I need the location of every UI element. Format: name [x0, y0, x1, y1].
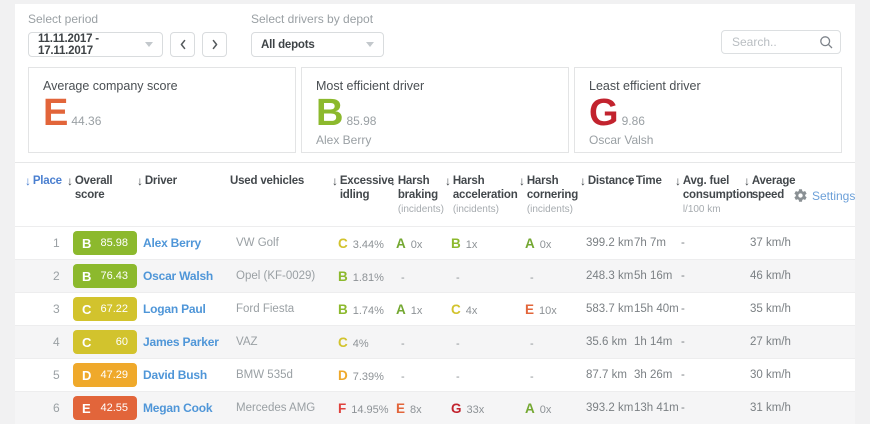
excessive-idling-cell [332, 269, 390, 284]
time-value: 3h 26m [634, 369, 673, 381]
overall-score-cell [67, 264, 137, 288]
least-efficient-driver-card [574, 67, 842, 153]
grade-value: - [401, 370, 405, 383]
driver-link[interactable]: Alex Berry [143, 236, 202, 250]
chevron-left-icon [179, 39, 187, 50]
grade-letter: D [338, 367, 348, 383]
speed-value: 35 km/h [750, 303, 791, 315]
period-value: 11.11.2017 - 17.11.2017 [38, 32, 99, 57]
grade-letter: C [338, 334, 348, 350]
table-row[interactable] [15, 292, 855, 325]
score-grade: B [82, 268, 92, 284]
card-driver-name [43, 133, 281, 147]
col-header-label: Harsh cornering [526, 175, 579, 201]
col-header-sublabel: (incidents) [526, 204, 573, 215]
grade-value: 0x [410, 238, 423, 251]
top-toolbar [15, 4, 855, 63]
score-grade: C [82, 334, 92, 350]
place-value: 2 [53, 269, 60, 283]
search-box [721, 30, 841, 54]
fuel-value: - [681, 336, 685, 348]
driver-link[interactable]: Logan Paul [143, 302, 206, 316]
gear-icon [793, 188, 808, 203]
period-label: Select period [28, 12, 99, 26]
grade-letter: A [525, 400, 535, 416]
depot-group [251, 12, 384, 57]
table-row[interactable] [15, 325, 855, 358]
dashboard-panel [15, 4, 856, 416]
grade-letter: B [338, 301, 348, 317]
grade-value: - [401, 271, 405, 284]
grade-value: - [456, 337, 460, 350]
grade-value: 0x [539, 403, 552, 416]
sort-desc-icon [580, 174, 588, 189]
col-header-avg-fuel-consumption[interactable] [675, 174, 753, 217]
distance-value: 248.3 km [586, 270, 634, 282]
period-select[interactable] [28, 32, 163, 57]
settings-label: Settings [812, 188, 856, 203]
driver-cell [137, 401, 230, 415]
harsh-cornering-cell [519, 269, 580, 284]
col-header-label: Average speed [751, 175, 796, 201]
speed-value: 31 km/h [750, 402, 791, 414]
average-company-score-card [28, 67, 296, 153]
distance-value: 35.6 km [586, 336, 627, 348]
grade-value: 0x [539, 238, 552, 251]
vehicle-value: Opel (KF-0029) [236, 270, 316, 282]
col-header-average-speed[interactable] [744, 174, 796, 217]
grade-value: 4% [352, 337, 369, 350]
col-header-place[interactable] [25, 174, 67, 217]
grade-value: 1.81% [352, 271, 384, 284]
harsh-cornering-cell [519, 368, 580, 383]
score-grade: C [82, 301, 92, 317]
sort-desc-icon [675, 174, 683, 189]
col-header-sublabel: l/100 km [682, 204, 721, 215]
col-header-driver[interactable] [137, 174, 230, 217]
vehicle-value: VW Golf [236, 237, 279, 249]
grade-letter: F [338, 400, 347, 416]
harsh-acceleration-cell [445, 269, 519, 284]
vehicle-value: BMW 535d [236, 369, 293, 381]
sort-desc-icon [67, 174, 75, 189]
col-header-label: Harsh braking [397, 175, 438, 201]
harsh-cornering-cell [519, 335, 580, 350]
fuel-value: - [681, 402, 685, 414]
prev-period-button[interactable] [170, 32, 195, 57]
grade-letter: G [589, 92, 619, 134]
chevron-down-icon [366, 42, 374, 47]
col-header-label: Time [635, 175, 662, 187]
depot-label: Select drivers by depot [251, 12, 374, 26]
vehicle-value: Mercedes AMG [236, 402, 316, 414]
grade-letter: G [451, 400, 462, 416]
chevron-right-icon [211, 39, 219, 50]
col-header-time[interactable] [628, 174, 675, 217]
table-header-row [15, 163, 855, 226]
card-title: Most efficient driver [316, 79, 425, 93]
harsh-braking-cell [390, 401, 445, 416]
next-period-button[interactable] [202, 32, 227, 57]
driver-link[interactable]: Megan Cook [143, 401, 213, 415]
settings-button[interactable] [793, 174, 859, 217]
harsh-cornering-cell [519, 302, 580, 317]
grade-letter: A [396, 235, 406, 251]
score-badge [73, 330, 137, 354]
place-value: 4 [53, 335, 60, 349]
score-badge [73, 231, 137, 255]
grade-value: 1x [410, 304, 423, 317]
speed-value: 30 km/h [750, 369, 791, 381]
sort-desc-icon [137, 174, 145, 189]
score-value: 9.86 [621, 114, 645, 128]
score-grade: B [82, 235, 92, 251]
score-value: 42.55 [100, 402, 128, 414]
fuel-value: - [681, 369, 685, 381]
overall-score-cell [67, 363, 137, 387]
excessive-idling-cell [332, 335, 390, 350]
excessive-idling-cell [332, 302, 390, 317]
harsh-acceleration-cell [445, 368, 519, 383]
distance-value: 583.7 km [586, 303, 634, 315]
grade-value: 1x [465, 238, 478, 251]
driver-link[interactable]: James Parker [143, 335, 219, 349]
sort-desc-icon [445, 174, 453, 189]
period-group [28, 12, 227, 57]
card-title: Least efficient driver [589, 79, 701, 93]
speed-value: 46 km/h [750, 270, 791, 282]
sort-desc-icon [332, 174, 340, 189]
col-header-label: Excessive idling [339, 175, 394, 201]
grade-letter: E [396, 400, 406, 416]
time-value: 13h 41m [634, 402, 679, 414]
grade-value: 1.74% [352, 304, 384, 317]
chevron-down-icon [145, 42, 153, 47]
grade-letter: E [525, 301, 535, 317]
harsh-braking-cell [390, 335, 445, 350]
place-value: 6 [53, 401, 60, 415]
col-header-label: Used vehicles [230, 175, 305, 187]
place-value: 5 [53, 368, 60, 382]
col-header-label: Overall score [74, 175, 113, 201]
grade-value: 7.39% [352, 370, 384, 383]
excessive-idling-cell [332, 401, 390, 416]
grade-value: 10x [539, 304, 557, 317]
sort-desc-icon [744, 174, 752, 189]
score-value: 67.22 [100, 303, 128, 315]
drivers-table [15, 162, 855, 424]
col-header-overall-score[interactable] [67, 174, 137, 217]
col-header-sublabel: (incidents) [452, 204, 499, 215]
grade-value: - [530, 337, 534, 350]
col-header-harsh-braking[interactable] [390, 174, 445, 217]
driver-cell [137, 302, 230, 316]
grade-value: - [530, 271, 534, 284]
grade-value: 33x [466, 403, 485, 416]
harsh-acceleration-cell [445, 401, 519, 416]
sort-desc-icon [25, 174, 33, 189]
score-value: 44.36 [71, 114, 102, 128]
grade-letter: B [451, 235, 461, 251]
driver-cell [137, 368, 230, 382]
time-value: 7h 7m [634, 237, 666, 249]
score-grade: D [82, 367, 92, 383]
grade-letter: E [43, 92, 69, 134]
table-row[interactable] [15, 226, 855, 259]
harsh-acceleration-cell [445, 302, 519, 317]
col-header-harsh-cornering[interactable] [519, 174, 580, 217]
grade-letter: B [316, 92, 344, 134]
distance-value: 399.2 km [586, 237, 634, 249]
grade-value: 8x [410, 403, 422, 416]
grade-value: 14.95% [351, 403, 389, 416]
driver-link[interactable]: David Bush [143, 368, 208, 382]
grade-letter: C [451, 301, 461, 317]
col-header-harsh-acceleration[interactable] [445, 174, 519, 217]
driver-cell [137, 269, 230, 283]
depot-select[interactable] [251, 32, 384, 57]
harsh-acceleration-cell [445, 335, 519, 350]
score-value: 85.98 [100, 237, 128, 249]
score-value: 76.43 [100, 270, 128, 282]
grade-letter: A [525, 235, 535, 251]
sort-desc-icon [628, 174, 636, 189]
grade-value: - [456, 370, 460, 383]
fuel-value: - [681, 303, 685, 315]
most-efficient-driver-card [301, 67, 569, 153]
summary-cards [28, 67, 842, 153]
vehicle-value: Ford Fiesta [236, 303, 295, 315]
grade-letter: A [396, 301, 406, 317]
col-header-label: Place [32, 175, 62, 187]
time-value: 5h 16m [634, 270, 673, 282]
col-header-used-vehicles [230, 174, 332, 217]
vehicle-value: VAZ [236, 336, 258, 348]
driver-cell [137, 236, 230, 250]
harsh-cornering-cell [519, 236, 580, 251]
card-driver-name: Alex Berry [316, 133, 372, 147]
overall-score-cell [67, 330, 137, 354]
fuel-value: - [681, 237, 685, 249]
time-value: 15h 40m [634, 303, 679, 315]
grade-value: 3.44% [352, 238, 384, 251]
col-header-label: Harsh acceleration [452, 175, 518, 201]
col-header-label: Driver [144, 175, 177, 187]
grade-value: 4x [465, 304, 478, 317]
sort-desc-icon [390, 174, 398, 189]
harsh-braking-cell [390, 269, 445, 284]
grade-value: - [530, 370, 534, 383]
harsh-braking-cell [390, 368, 445, 383]
grade-letter: C [338, 235, 348, 251]
speed-value: 37 km/h [750, 237, 791, 249]
distance-value: 393.2 km [586, 402, 634, 414]
harsh-braking-cell [390, 302, 445, 317]
col-header-excessive-idling[interactable] [332, 174, 394, 217]
score-badge [73, 264, 137, 288]
score-value: 47.29 [100, 369, 128, 381]
speed-value: 27 km/h [750, 336, 791, 348]
grade-value: - [401, 337, 405, 350]
card-title: Average company score [43, 79, 178, 93]
col-header-label: Avg. fuel consumption [682, 175, 753, 201]
harsh-acceleration-cell [445, 236, 519, 251]
grade-value: - [456, 271, 460, 284]
harsh-cornering-cell [519, 401, 580, 416]
excessive-idling-cell [332, 236, 390, 251]
col-header-distance[interactable] [580, 174, 635, 217]
place-value: 1 [53, 236, 60, 250]
distance-value: 87.7 km [586, 369, 627, 381]
search-icon[interactable] [818, 34, 834, 50]
score-badge [73, 297, 137, 321]
place-value: 3 [53, 302, 60, 316]
harsh-braking-cell [390, 236, 445, 251]
table-row[interactable] [15, 259, 855, 292]
score-badge [73, 363, 137, 387]
driver-link[interactable]: Oscar Walsh [143, 269, 214, 283]
overall-score-cell [67, 297, 137, 321]
col-header-label: Distance [587, 175, 635, 187]
col-header-sublabel: (incidents) [397, 204, 444, 215]
fuel-value: - [681, 270, 685, 282]
table-row[interactable] [15, 391, 855, 424]
sort-desc-icon [519, 174, 527, 189]
excessive-idling-cell [332, 368, 390, 383]
time-value: 1h 14m [634, 336, 673, 348]
overall-score-cell [67, 231, 137, 255]
driver-cell [137, 335, 230, 349]
grade-letter: B [338, 268, 348, 284]
depot-value: All depots [261, 38, 315, 51]
card-driver-name: Oscar Valsh [589, 133, 654, 147]
table-row[interactable] [15, 358, 855, 391]
score-value: 85.98 [346, 114, 377, 128]
score-value: 60 [115, 336, 128, 348]
score-grade: E [82, 400, 91, 416]
